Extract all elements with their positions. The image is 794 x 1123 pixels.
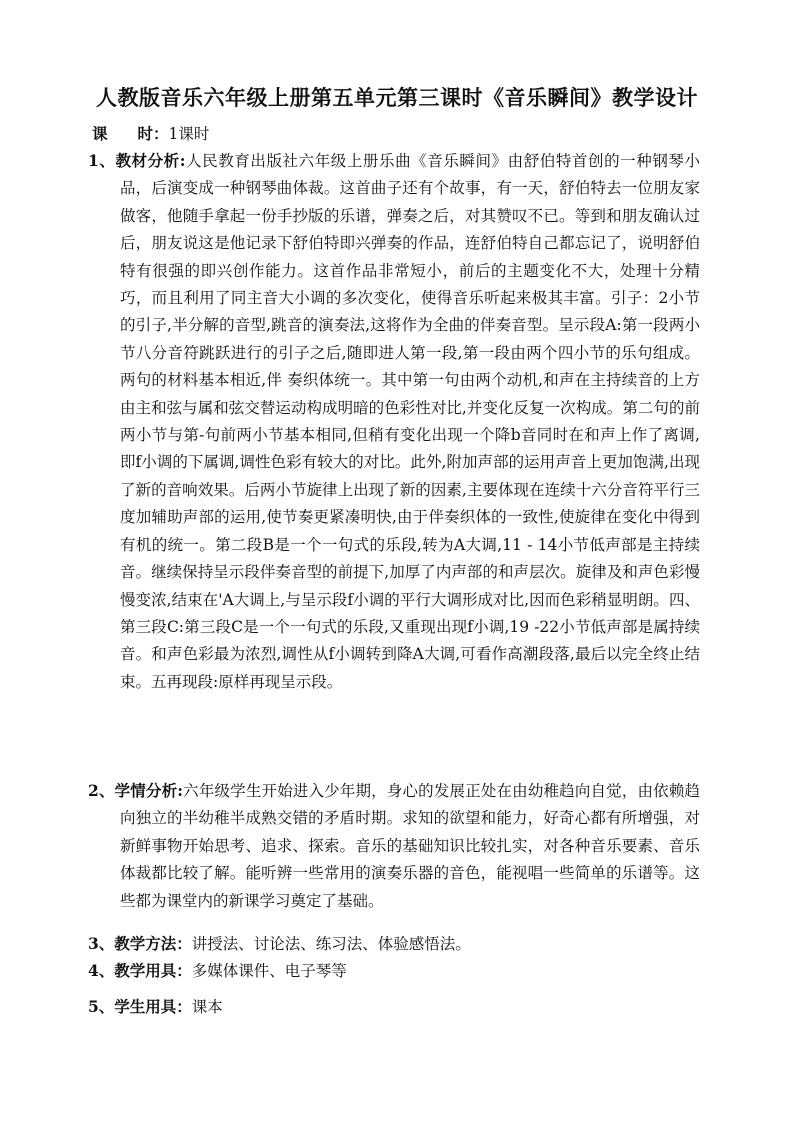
section-label: 1、教材分析: (88, 151, 186, 170)
section-label: 2、学情分析: (88, 781, 184, 800)
section-student-analysis (88, 777, 700, 915)
class-hours-line (92, 122, 209, 144)
section-text: 课本 (191, 998, 223, 1016)
class-hours-label-b: 时： (137, 124, 169, 143)
section-student-tools (88, 993, 700, 1021)
section-label: 3、教学方法： (88, 934, 192, 953)
section-teaching-methods (88, 930, 700, 958)
section-text: 六年级学生开始进入少年期，身心的发展正处在由幼稚趋向自觉，由依赖趋向独立的半幼稚半成熟交错的矛盾时期。求知的欲望和能力，好奇心都有所增强，对新鲜事物开始思考、追求、探索。音乐的基础知识比较扎实，对各种音乐要素、音乐体裁都比较了解。能听辨一些常用的演奏乐器的音色，能视唱一些简单的乐谱等。这些都为课堂内的新课学习奠定了基础。 (120, 782, 700, 910)
section-textbook-analysis (88, 147, 700, 696)
section-text: 多媒体课件、电子琴等 (191, 962, 347, 980)
class-hours-label-a: 课 (92, 124, 108, 143)
class-hours-label (92, 124, 169, 143)
section-teaching-tools (88, 957, 700, 985)
class-hours-value: 1课时 (168, 125, 210, 143)
section-label: 5、学生用具： (88, 997, 192, 1016)
section-text: 人民教育出版社六年级上册乐曲《音乐瞬间》由舒伯特首创的一种钢琴小品，后演变成一种钢琴曲体裁。这首曲子还有个故事，有一天，舒伯特去一位朋友家做客，他随手拿起一份手抄版的乐谱，弹奏之后，对其赞叹不已。等到和朋友确认过后，朋友说这是他记录下舒伯特即兴弹奏的作品，连舒伯特自己都忘记了，说明舒伯特有很强的即兴创作能力。这首作品非常短小，前后的主题变化不大，处理十分精巧，而且利用了同主音大小调的多次变化，使得音乐听起来极其丰富。引子：2小节的引子,半分解的音型,跳音的演奏法,这将作为全曲的伴奏音型。呈示段A:第一段两小节八分音符跳跃进行的引子之后,随即进人第一段,第一段由两个四小节的乐句组成。两句的材料基本相近,伴 奏织体统一。其中第一句由两个动机,和声在主持续音的上方由主和弦与属和弦交替运动构成明暗的色彩性对比,并变化反复一次构成。第二句的前两小节与第-句前两小节基本相同,但稍有变化出现一个降b音同时在和声上作了离调,即f小调的下属调,调性色彩有较大的对比。此外,附加声部的运用声音上更加饱满,出现了新的音响效果。后两小节旋律上出现了新的因素,主要体现在连续十六分音符平行三度加辅助声部的运用,使节奏更紧凑明快,由于伴奏织体的一致性,使旋律在变化中得到有机的统一。第二段B是一个一句式的乐段,转为A大调,11 - 14小节低声部是主持续音。继续保持呈示段伴奏音型的前提下,加厚了内声部的和声层次。旋律及和声色彩慢慢变浓,结束在'A大调上,与呈示段f小调的平行大调形成对比,因而色彩稍显明朗。四、第三段C:第三段C是一个一句式的乐段,又重现出现f小调,19 -22小节低声部是属持续音。和声色彩最为浓烈,调性从f小调转到降A大调,可看作高潮段落,最后以完全终止结束。五再现段:原样再现呈示段。 (120, 152, 700, 691)
section-label: 4、教学用具： (88, 961, 192, 980)
section-text: 讲授法、讨论法、练习法、体验感悟法。 (191, 935, 471, 953)
document-title: 人教版音乐六年级上册第五单元第三课时《音乐瞬间》教学设计 (96, 85, 698, 110)
